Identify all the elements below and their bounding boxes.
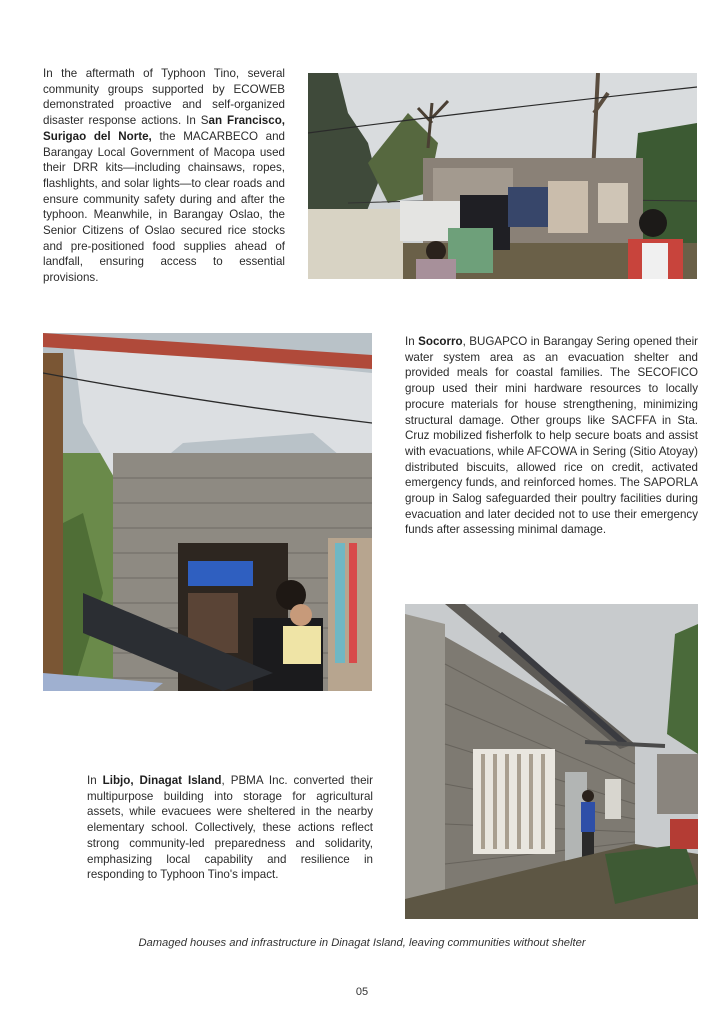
photo-laundry-damaged-house xyxy=(308,73,697,279)
photo-caption: Damaged houses and infrastructure in Dinagat Island, leaving communities without shelter xyxy=(138,937,586,949)
location-libjo: Libjo, Dinagat Island xyxy=(102,774,222,787)
paragraph-lead-text: In xyxy=(87,774,103,787)
paragraph-body-text: , PBMA Inc. converted their multipurpose building into storage for agricultural assets, while evacuees were sheltered in the nearby elementary school. Collectively, these actions reflect strong community-led preparedness and solidarity, emphasizing local capability and resilience in responding to Typhoon Tino's impact. xyxy=(87,774,373,882)
location-san-francisco: an Francisco, Surigao del Norte, xyxy=(43,114,286,143)
paragraph-libjo xyxy=(87,773,373,883)
paragraph-intro-text: In the aftermath of Typhoon Tino, several community groups supported by ECOWEB demonstrated proactive and self-organized disaster response actions. In S xyxy=(43,67,285,128)
paragraph-socorro xyxy=(405,334,698,538)
paragraph-body-text: , BUGAPCO in Barangay Sering opened their water system area as an evacuation shelter and provided meals for coastal families. The SECOFICO group used their mini hardware resources to locally procure materials for house strengthening, minimizing structural damage. Other groups like SACFFA in Sta. Cruz mobilized fisherfolk to help secure boats and assist with evacuations, while AFCOWA in Sering (Sitio Atoyay) distributed biscuits, allowed rice on credit, activated emergency funds, and reinforced homes. The SAPORLA group in Salog safeguarded their poultry facilities during evacuation and later decided not to use their emergency funds after assessing minimal damage. xyxy=(405,335,699,537)
paragraph-san-francisco xyxy=(43,66,285,286)
location-socorro: Socorro xyxy=(418,335,463,348)
page-number: 05 xyxy=(355,986,369,998)
paragraph-body-text: the MACARBECO and Barangay Local Government of Macopa used their DRR kits—including chainsaws, ropes, flashlights, and solar lights—to clear roads and ensure community safety during and after the typhoon. Meanwhile, in Barangay Oslao, the Senior Citizens of Oslao secured rice stocks and pre-positioned food supplies ahead of landfall, ensuring access to essential provisions. xyxy=(43,129,285,285)
photo-family-at-damaged-house xyxy=(43,333,372,691)
photo-damaged-school-building xyxy=(405,604,698,919)
paragraph-lead-text: In xyxy=(405,335,419,348)
